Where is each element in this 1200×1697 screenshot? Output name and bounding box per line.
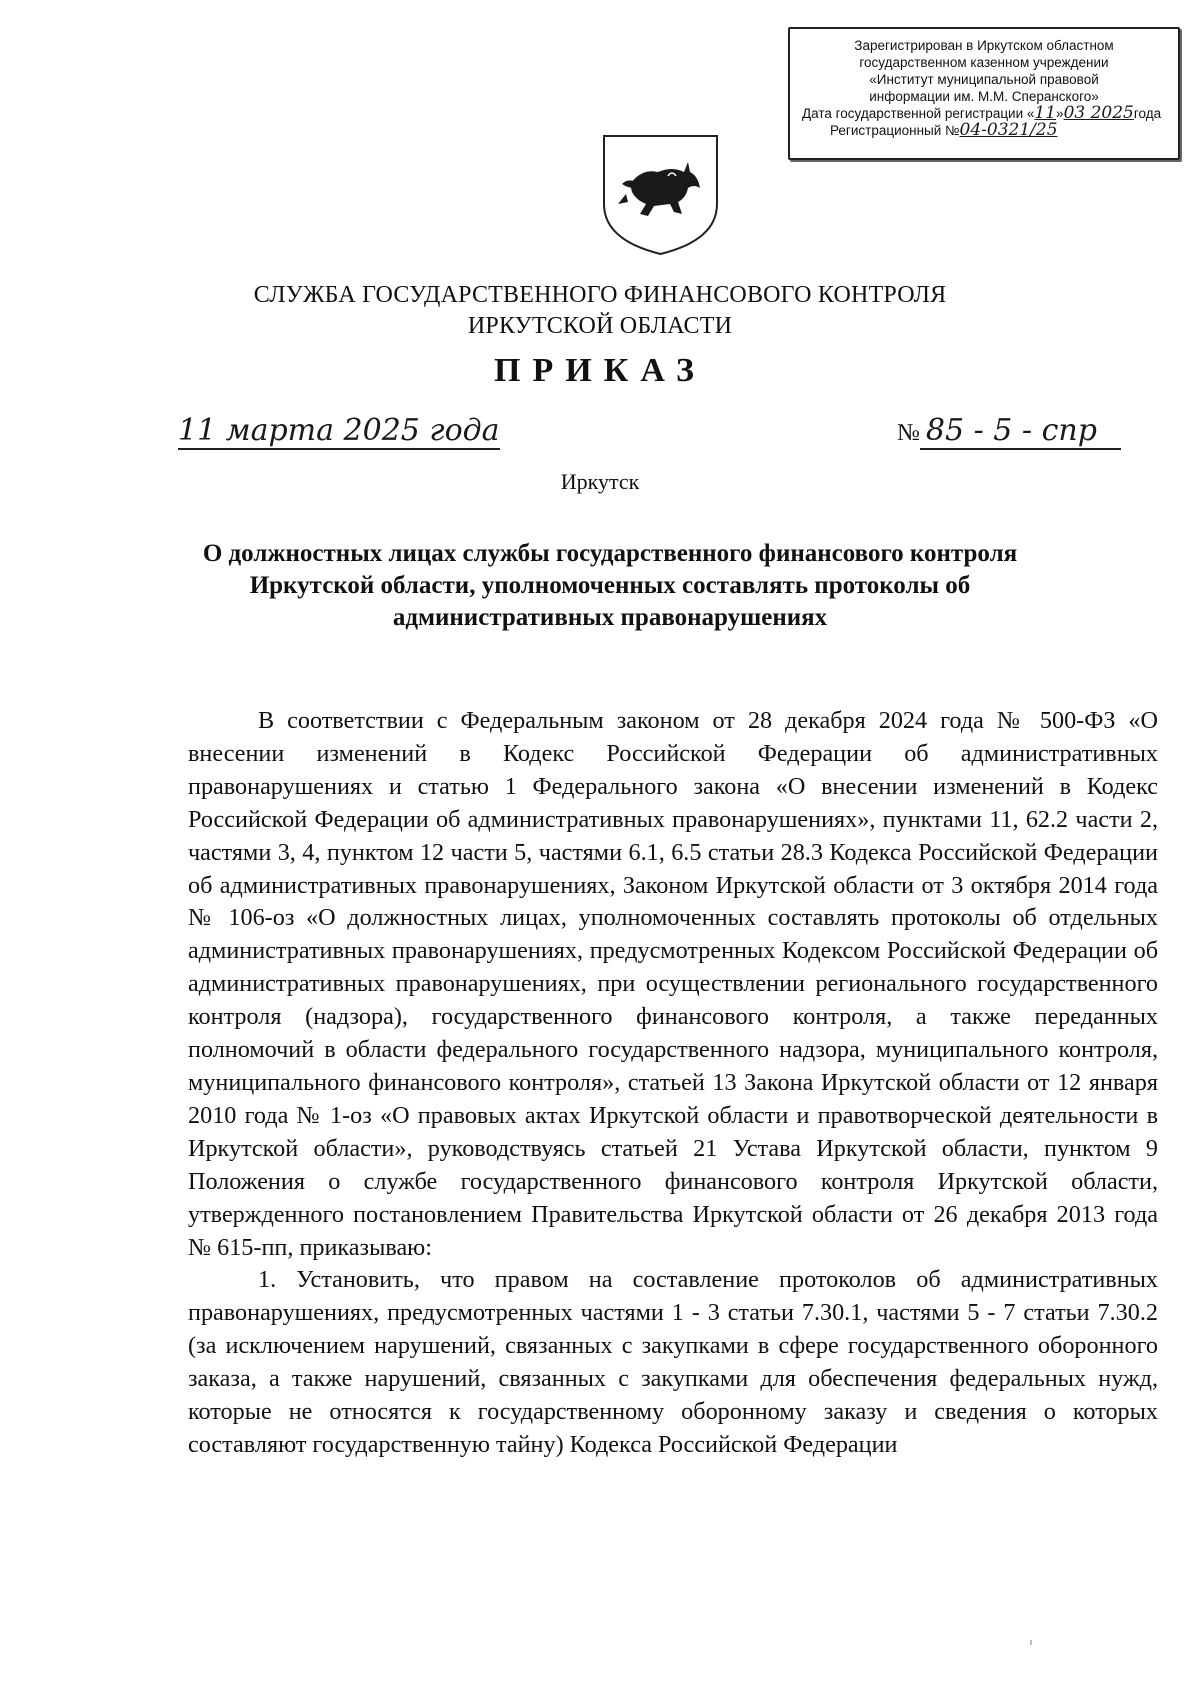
document-title bbox=[180, 538, 1040, 634]
organization-name-line: СЛУЖБА ГОСУДАРСТВЕННОГО ФИНАНСОВОГО КОНТРОЛЯ bbox=[253, 282, 947, 308]
registration-line: государственном казенном учреждении bbox=[859, 55, 1109, 70]
scan-speck bbox=[1030, 1640, 1032, 1645]
registration-date-day: 11 bbox=[1034, 103, 1057, 123]
document-title-line: О должностных лицах службы государственного финансового контроля bbox=[202, 540, 1018, 567]
document-type: ПРИКАЗ bbox=[494, 352, 706, 389]
registration-date-mid: » bbox=[1056, 106, 1064, 121]
registration-number-label: Регистрационный № bbox=[830, 123, 960, 138]
order-date: 11 марта 2025 года bbox=[178, 413, 500, 448]
registration-number-value: 04-0321/25 bbox=[959, 120, 1058, 140]
document-title-line: административных правонарушениях bbox=[392, 604, 828, 631]
registration-line: «Институт муниципальной правовой bbox=[869, 72, 1099, 87]
order-number-prefix: № bbox=[897, 420, 920, 446]
document-body bbox=[188, 705, 1158, 1462]
registration-stamp bbox=[788, 27, 1180, 160]
city: Иркутск bbox=[560, 469, 640, 494]
order-item-1: 1. Установить, что правом на составление протоколов об административных правонарушениях, предусмотренных частями 1 - 3 статьи 7.30.1, частями 5 - 7 статьи 7.30.2 (за исключением нарушений, связанных с закупками в сфере государственного оборонного заказа, а также нарушений, связанных с закупками для обеспечения федеральных нужд, которые не относятся к государственному оборонному заказу и сведения о которых составляют государственную тайну) Кодекса Российской Федерации bbox=[188, 1266, 1158, 1458]
registration-date-suffix: года bbox=[1133, 106, 1162, 121]
order-number bbox=[897, 414, 1121, 450]
registration-line: Зарегистрирован в Иркутском областном bbox=[854, 38, 1114, 53]
organization-name bbox=[200, 280, 1000, 342]
preamble-paragraph: В соответствии с Федеральным законом от 28 декабря 2024 года № 500-ФЗ «О внесении изменений в Кодекс Российской Федерации об административных правонарушениях и статью 1 Федерального закона «О внесении изменений в Кодекс Российской Федерации об административных правонарушениях», пунктами 11, 62.2 части 2, частями 3, 4, пунктом 12 части 5, частями 6.1, 6.5 статьи 28.3 Кодекса Российской Федерации об административных правонарушениях, Законом Иркутской области от 3 октября 2014 года № 106-оз «О должностных лицах, уполномоченных составлять протоколы об отдельных административных правонарушениях, предусмотренных Кодексом Российской Федерации об административных правонарушениях, при осуществлении регионального государственного контроля (надзора), государственного финансового контроля, а также переданных полномочий в области федерального государственного надзора, муниципального контроля, муниципального финансового контроля», статьей 13 Закона Иркутской области от 12 января 2010 года № 1-оз «О правовых актах Иркутской области и правотворческой деятельности в Иркутской области», руководствуясь статьей 21 Устава Иркутской области, пунктом 9 Положения о службе государственного финансового контроля Иркутской области, утвержденного постановлением Правительства Иркутской области от 26 декабря 2013 года № 615-пп, приказываю: bbox=[188, 707, 1158, 1261]
coat-of-arms-icon bbox=[598, 132, 723, 257]
registration-date-label: Дата государственной регистрации « bbox=[802, 106, 1035, 121]
registration-number bbox=[790, 122, 1178, 139]
registration-line: информации им. М.М. Сперанского» bbox=[869, 89, 1099, 104]
order-number-value: 85 - 5 - спр bbox=[920, 414, 1121, 450]
organization-name-line: ИРКУТСКОЙ ОБЛАСТИ bbox=[467, 313, 733, 339]
registration-date-month-year: 03 2025 bbox=[1063, 103, 1134, 123]
document-title-line: Иркутской области, уполномоченных составлять протоколы об bbox=[249, 572, 971, 599]
